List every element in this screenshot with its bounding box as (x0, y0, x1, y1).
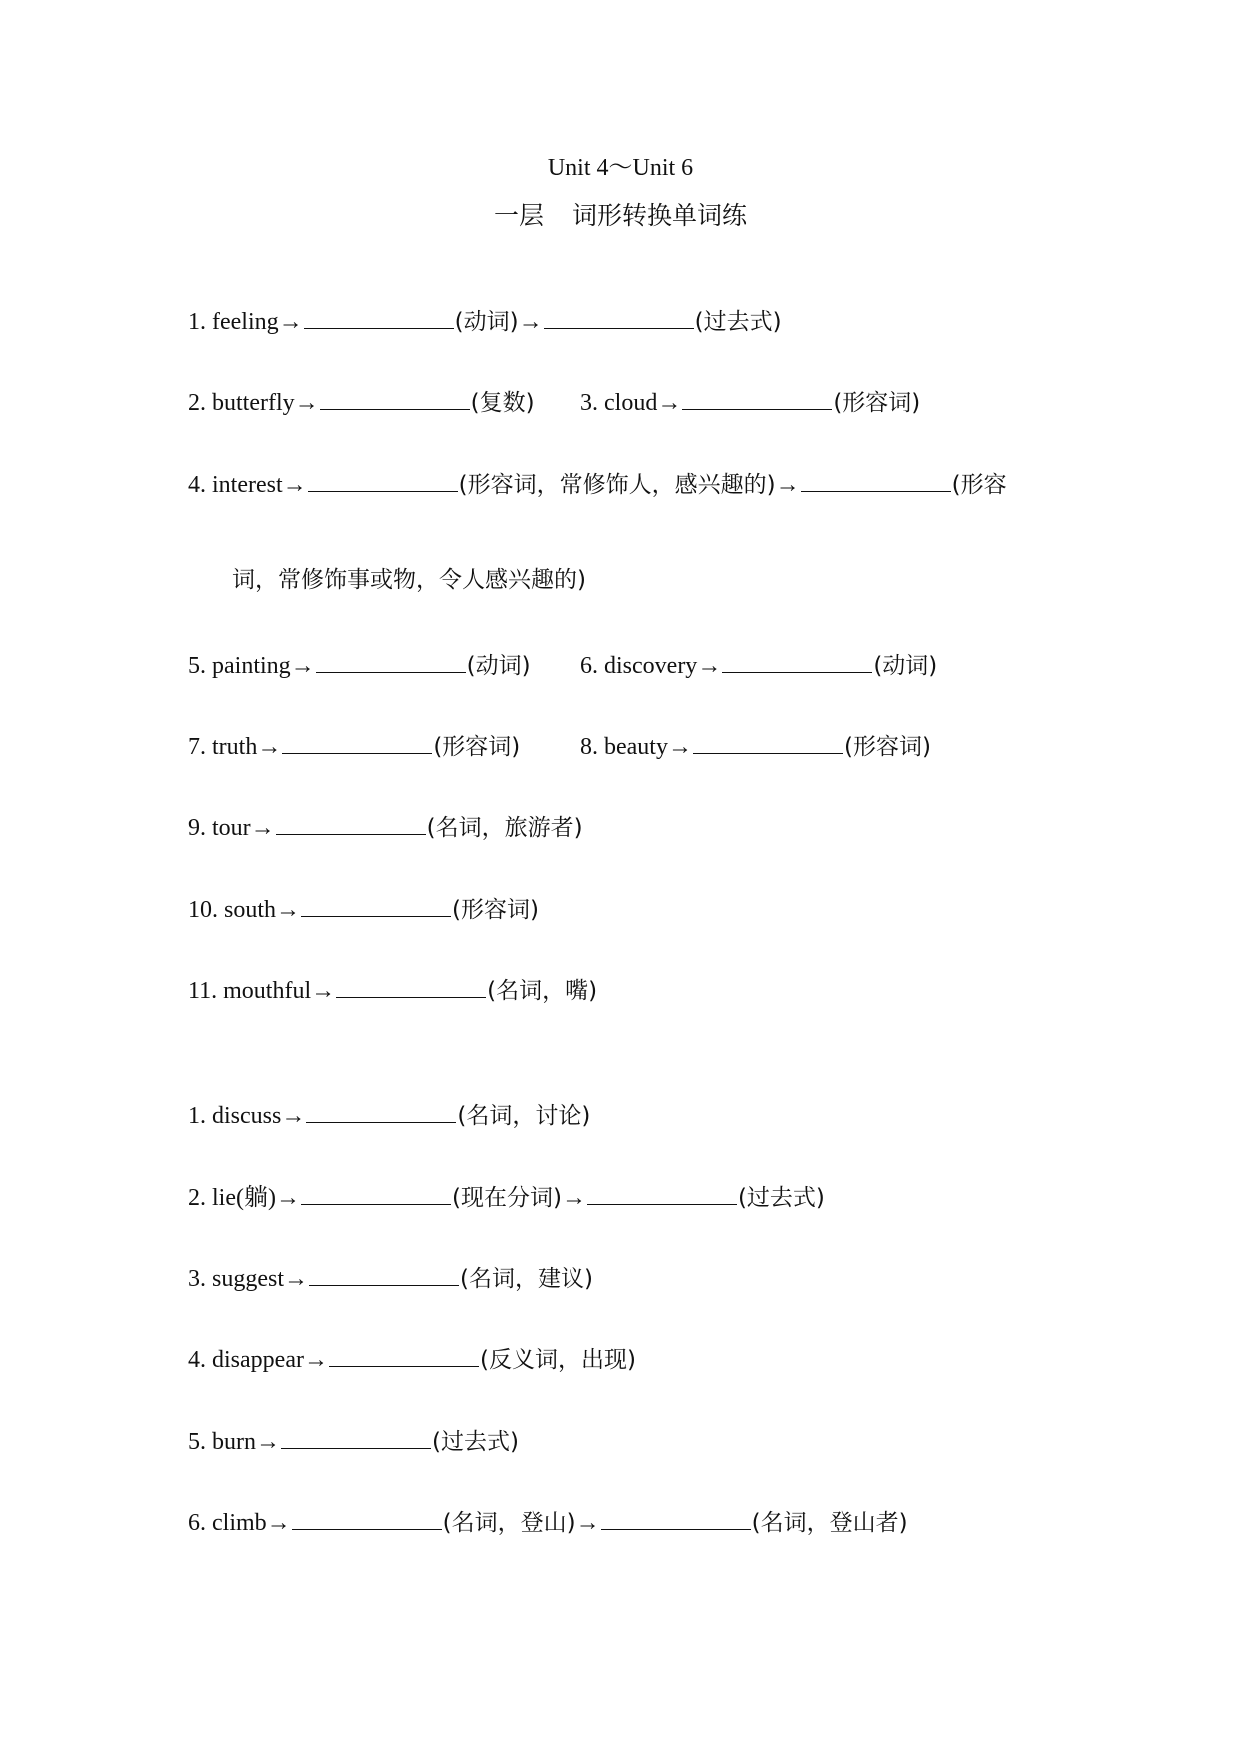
arrow: → (575, 1510, 600, 1536)
hint: (形容 (951, 472, 1007, 498)
arrow: → (278, 309, 303, 335)
word: 8. beauty (580, 734, 668, 760)
arrow: → (282, 472, 307, 498)
answer-blank[interactable] (544, 304, 694, 329)
word: 1. discuss (188, 1103, 282, 1129)
arrow: → (518, 309, 543, 335)
exercise-item (188, 729, 520, 765)
hint: (复数) (470, 390, 535, 416)
page-title: Unit 4～Unit 6 (547, 155, 694, 181)
exercise-item (188, 1098, 590, 1134)
arrow: → (284, 1266, 308, 1292)
section-subtitle (0, 198, 1241, 234)
arrow: → (294, 390, 319, 416)
hint: (过去式) (432, 1429, 519, 1455)
hint: (名词，建议) (460, 1266, 593, 1292)
exercise-item (188, 1261, 593, 1297)
answer-blank[interactable] (329, 1342, 479, 1367)
arrow: → (667, 734, 692, 760)
hint: (形容词) (833, 390, 921, 416)
exercise-item (188, 1505, 908, 1541)
answer-blank[interactable] (276, 810, 426, 835)
arrow: → (657, 390, 682, 416)
hint: (反义词，出现) (479, 1347, 636, 1373)
answer-blank[interactable] (301, 1180, 451, 1205)
exercise-item (188, 892, 539, 928)
arrow: → (276, 897, 301, 923)
hint: (名词，讨论) (457, 1103, 591, 1129)
arrow: → (303, 1347, 328, 1373)
exercise-item (188, 1180, 825, 1216)
answer-blank[interactable] (281, 1424, 431, 1449)
exercise-item (188, 385, 535, 421)
word: 4. interest (188, 472, 283, 498)
hint: (过去式) (737, 1185, 825, 1211)
word: 5. burn (188, 1429, 256, 1455)
word: 11. mouthful (188, 978, 312, 1004)
word: 3. suggest (188, 1266, 284, 1292)
answer-blank[interactable] (336, 973, 486, 998)
exercise-name: 词形转换单词练 (572, 201, 748, 230)
answer-blank[interactable] (309, 1261, 459, 1286)
arrow: → (775, 472, 800, 498)
exercise-item (188, 810, 583, 846)
exercise-item (580, 729, 931, 765)
exercise-item (580, 385, 920, 421)
answer-blank[interactable] (316, 648, 466, 673)
hint: (动词) (466, 653, 531, 679)
exercise-item (188, 1424, 519, 1460)
answer-blank[interactable] (301, 892, 451, 917)
exercise-item (580, 648, 937, 684)
arrow: → (250, 815, 275, 841)
word: 6. discovery (580, 653, 698, 679)
answer-blank[interactable] (304, 304, 454, 329)
arrow: → (275, 1185, 300, 1211)
exercise-item (188, 648, 531, 684)
answer-blank[interactable] (722, 648, 872, 673)
hint: (形容词) (433, 734, 521, 760)
arrow: → (697, 653, 722, 679)
hint: (形容词) (452, 897, 539, 923)
answer-blank[interactable] (306, 1098, 456, 1123)
word: 5. painting (188, 653, 291, 679)
exercise-item (188, 973, 597, 1009)
word: 1. feeling (188, 309, 279, 335)
answer-blank[interactable] (292, 1505, 442, 1530)
hint: (过去式) (694, 309, 782, 335)
hint: (形容词) (843, 734, 931, 760)
hint: (现在分词) (451, 1185, 562, 1211)
word: 2. butterfly (188, 390, 295, 416)
answer-blank[interactable] (587, 1180, 737, 1205)
word: 7. truth (188, 734, 258, 760)
hint: (名词，登山者) (751, 1510, 908, 1536)
answer-blank[interactable] (308, 467, 458, 492)
arrow: → (256, 1429, 280, 1455)
hint: (形容词，常修饰人，感兴趣的) (458, 472, 776, 498)
answer-blank[interactable] (320, 385, 470, 410)
exercise-item (188, 1342, 636, 1378)
answer-blank[interactable] (801, 467, 951, 492)
arrow: → (257, 734, 282, 760)
arrow: → (311, 978, 336, 1004)
hint: (名词，旅游者) (426, 815, 583, 841)
hint: (动词) (873, 653, 938, 679)
hint: (名词，登山) (442, 1510, 576, 1536)
exercise-item-continued (232, 562, 586, 598)
arrow: → (281, 1103, 306, 1129)
word: 2. lie(躺) (188, 1185, 276, 1211)
answer-blank[interactable] (693, 729, 843, 754)
answer-blank[interactable] (682, 385, 832, 410)
exercise-item (188, 467, 1007, 503)
answer-blank[interactable] (601, 1505, 751, 1530)
word: 9. tour (188, 815, 251, 841)
word: 4. disappear (188, 1347, 304, 1373)
hint: (动词) (454, 309, 519, 335)
word: 3. cloud (580, 390, 658, 416)
exercise-item (188, 304, 782, 340)
arrow: → (290, 653, 315, 679)
level-label: 一层 (493, 201, 544, 230)
hint: 词，常修饰事或物，令人感兴趣的) (232, 567, 586, 593)
answer-blank[interactable] (282, 729, 432, 754)
word: 10. south (188, 897, 277, 923)
hint: (名词，嘴) (487, 978, 598, 1004)
word: 6. climb (188, 1510, 267, 1536)
arrow: → (561, 1185, 586, 1211)
arrow: → (266, 1510, 291, 1536)
